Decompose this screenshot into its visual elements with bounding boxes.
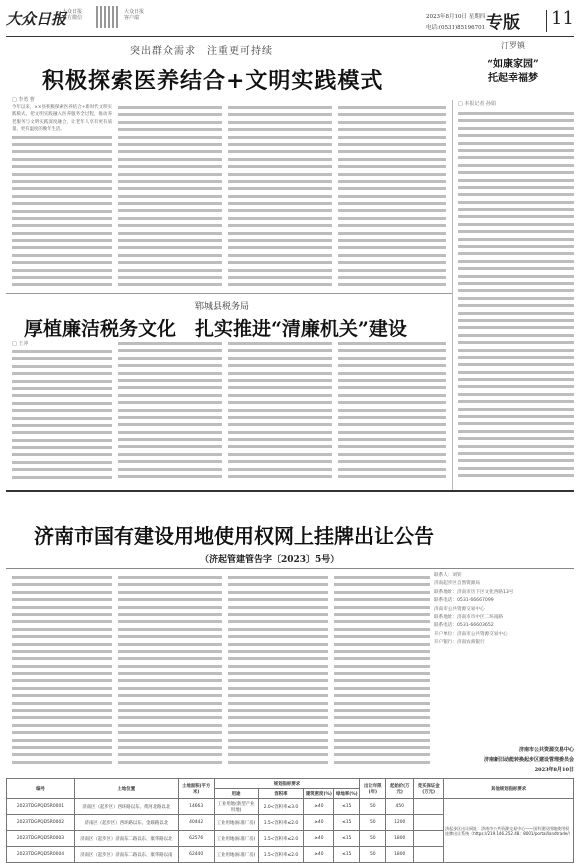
logo-subtitle: 大众日报 官方微信: [62, 9, 83, 21]
table-cell: ≥40: [304, 847, 334, 863]
contact-line: 联系人：刘钊: [434, 573, 462, 578]
table-header: 土地位置: [74, 779, 178, 799]
article2-column-2: [118, 340, 222, 486]
article2-headline: 厚植廉洁税务文化 扎实推进“清廉机关”建设: [24, 318, 407, 340]
contact-line: 联系电话：0531-66603652: [434, 623, 494, 629]
table-header: 出让年限(年): [360, 779, 386, 799]
table-header: 土地面积(平方米): [178, 779, 214, 799]
table-cell: 工业用地(新型产业用地): [214, 799, 258, 815]
table-cell: 1800: [386, 847, 414, 863]
notice-column-2: [118, 574, 222, 770]
article1-byline: □ 李勇 曹: [12, 97, 35, 103]
table-cell: 济南区（起步区）西环路以东、黄河北路以北: [74, 799, 178, 815]
table-cell: 1200: [386, 815, 414, 831]
table-cell: 2023TDGPQD5R0003: [7, 831, 75, 847]
table-header: 竞买保证金(万元): [414, 779, 444, 799]
table-cell: 工业用地(标准厂房): [214, 815, 258, 831]
notice-column-4: [334, 574, 430, 770]
table-cell: [414, 847, 444, 863]
table-cell: 40442: [178, 815, 214, 831]
table-cell: 62576: [178, 831, 214, 847]
table-cell: ≤15: [334, 799, 360, 815]
sidebar-kicker: 汀罗镇: [501, 41, 525, 50]
table-header: 其他规划指标要求: [444, 779, 574, 799]
table-cell: ≤15: [334, 815, 360, 831]
table-cell: 50: [360, 847, 386, 863]
table-cell: ≤15: [334, 831, 360, 847]
contact-line: 开户银行：济南农商银行: [434, 640, 485, 646]
article1-column-1: [12, 104, 112, 290]
table-subheader: 用途: [214, 789, 258, 799]
table-cell: ≥40: [304, 799, 334, 815]
qr-label: 大众日报 客户端: [124, 9, 145, 21]
table-cell: 50: [360, 799, 386, 815]
table-subheader: 容积率: [258, 789, 304, 799]
table-cell: ≥40: [304, 815, 334, 831]
masthead: [6, 6, 574, 37]
contact-line: 开户单位：济南市公共资源交易中心: [434, 631, 508, 637]
article2-kicker: 郓城县税务局: [195, 302, 250, 312]
table-cell: ≤15: [334, 847, 360, 863]
notice-contact-block: [434, 572, 574, 648]
table-header-row: [7, 779, 574, 789]
article1-column-2: [118, 104, 222, 290]
notice-sub-rule: [6, 568, 574, 569]
table-cell: 济南区（起步区）济南东二路以东、康华路以南: [74, 847, 178, 863]
table-cell: 1.5<容积率≤2.0: [258, 847, 304, 863]
table-cell: 2023TDGPQD5R0004: [7, 847, 75, 863]
section-label: 专版: [486, 13, 520, 33]
table-cell: [414, 799, 444, 815]
contact-line: 联系电话：0531-66667099: [434, 598, 494, 604]
table-cell: [414, 831, 444, 847]
table-cell: 工业用地(标准厂房): [214, 831, 258, 847]
notice-signature-date: 2023年8月10日: [534, 767, 574, 773]
contact-line: 联系地址：济南市历下区文化西路13号: [434, 589, 514, 595]
table-cell: 450: [386, 799, 414, 815]
newspaper-logo: 大众日报: [6, 10, 67, 28]
article2-column-3: [228, 340, 332, 486]
table-cell: 济南区（起步区）济南东二路以东、康华路以北: [74, 831, 178, 847]
table-subheader: 绿地率(%): [334, 789, 360, 799]
issue-date: 2023年8月10日 星期四: [426, 14, 486, 20]
table-header: 规划指标要求: [214, 779, 360, 789]
notice-column-3: [228, 574, 328, 770]
header-divider: [546, 10, 547, 32]
table-row: [7, 799, 574, 815]
article1-column-3: [228, 104, 332, 290]
notice-headline: 济南市国有建设用地使用权网上挂牌出让公告: [34, 524, 434, 548]
article2-column-1: [12, 348, 112, 486]
qr-code-icon: [96, 6, 118, 28]
issue-phone: 电话:(0531)85196701: [426, 25, 486, 31]
article2-byline: □ 王冲: [12, 341, 29, 347]
table-cell: 2023TDGPQD5R0002: [7, 815, 75, 831]
notice-signature-1: 济南市公共资源交易中心: [518, 747, 574, 753]
table-cell: 1.5<容积率≤2.0: [258, 815, 304, 831]
table-cell: 2.0<容积率≤3.0: [258, 799, 304, 815]
sidebar-headline-line1: “如康家园”: [487, 59, 539, 70]
column-divider: [452, 100, 453, 490]
article1-lead: 今年以来，××县积极探索医养结合+新时代文明实践模式，把文明实践融入医养服务全过程，推动养老服务与文明实践深度融合，让老年人享有更有质量、更有温度的晚年生活。: [12, 105, 112, 133]
table-cell: 50: [360, 831, 386, 847]
sidebar-body: [458, 110, 574, 486]
table-cell: 62440: [178, 847, 214, 863]
article1-kicker: 突出群众需求 注重更可持续: [130, 46, 273, 57]
sidebar-headline-box: [452, 40, 574, 96]
sidebar-headline-line2: 托起幸福梦: [488, 73, 538, 84]
table-cell: 工业用地(标准厂房): [214, 847, 258, 863]
land-parcel-table: [6, 778, 574, 863]
table-header: 起始价(万元): [386, 779, 414, 799]
notice-top-rule: [6, 490, 574, 492]
table-header: 编号: [7, 779, 75, 799]
section-divider: [6, 293, 452, 294]
contact-line: 济南市公共资源交易中心: [434, 606, 485, 612]
contact-line: 联系地址：济南市市中区二环南路: [434, 615, 503, 621]
sidebar-byline: □ 本报记者 孙娟: [458, 101, 496, 107]
article2-column-4: [338, 340, 446, 486]
table-note: 济起步区出让网址：济南市公共资源交易中心——国有建设用地使用权 挂牌出让系统（https://219.146.252.48：8001/portal/landtrade/）: [444, 799, 574, 863]
table-subheader: 建筑密度(%): [304, 789, 334, 799]
article1-headline: 积极探索医养结合+文明实践模式: [42, 68, 384, 94]
table-cell: 1.5<容积率≤2.0: [258, 831, 304, 847]
notice-signature-2: 济南新旧动能转换起步区建设管理委员会: [483, 757, 574, 763]
sidebar-headline: [452, 58, 574, 86]
table-cell: 济南区（起步区）西环路以东、金联路以北: [74, 815, 178, 831]
page-number: 11: [551, 8, 574, 29]
notice-column-1: [12, 574, 112, 770]
contact-line: 济南起步区自然资源局: [434, 581, 480, 587]
table-cell: 1800: [386, 831, 414, 847]
table-cell: [414, 815, 444, 831]
table-cell: 2023TDGPQD5R0001: [7, 799, 75, 815]
notice-document-number: （济起管建管告字〔2023〕5号）: [200, 555, 340, 565]
table-cell: 14663: [178, 799, 214, 815]
table-cell: 50: [360, 815, 386, 831]
table-cell: ≥40: [304, 831, 334, 847]
article1-column-4: [338, 104, 446, 290]
